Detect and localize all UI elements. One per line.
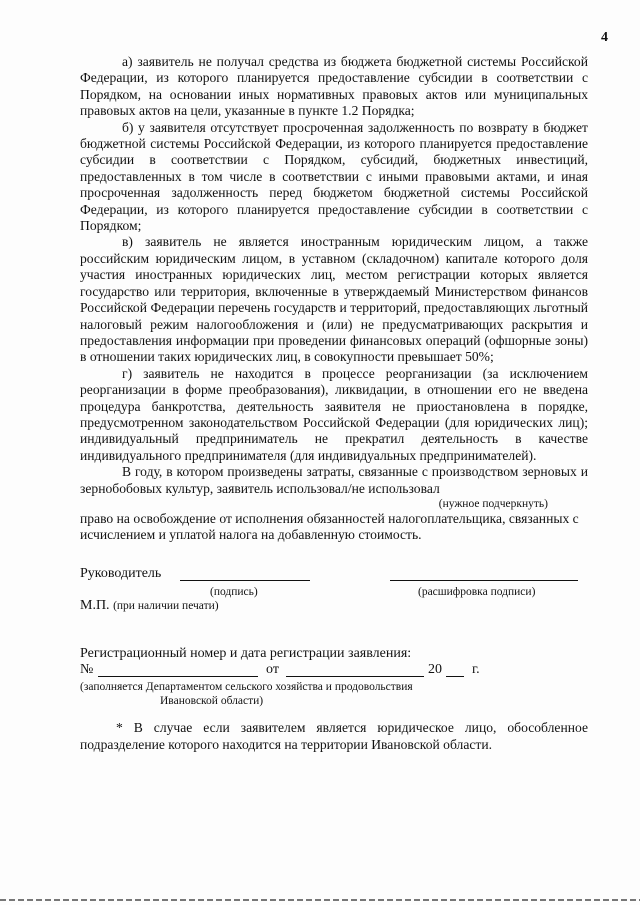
clause-b: б) у заявителя отсутствует просроченная задолженность по возврату в бюджет бюджетной системы Российской Федерации, из которого планируется предоставление субсидии в соответствии с Порядком, субсидий, бюджетных инвестиций, предоставленных в том числе в соответствии с иными правовыми актами, и иная просроченная задолженность перед бюджетом бюджетной системы Российской Федерации, из которого планируется предоставление субсидии в соответствии с Порядком; [80, 119, 588, 234]
document-body [80, 54, 588, 767]
number-sign: № [80, 662, 94, 678]
year-prefix: 20 [428, 662, 442, 678]
vat-exemption-text: право на освобождение от исполнения обязанностей налогоплательщика, связанных с исчислением и уплатой налога на добавленную стоимость. [80, 510, 579, 543]
signature-caption: (подпись) [210, 585, 258, 598]
registration-note [80, 680, 588, 708]
registration-title: Регистрационный номер и дата регистрации заявления: [80, 645, 412, 661]
registration-year-field[interactable] [446, 676, 464, 677]
clause-g: г) заявитель не находится в процессе реорганизации (за исключением реорганизации в форме преобразования), ликвидации, в отношении его не введена процедура банкротства, деятельность заявителя не приостановлена в порядке, предусмотренном законодательством Российской Федерации (для юридических лиц); индивидуальный предприниматель не прекратил деятельность в качестве индивидуального предпринимателя (для индивидуальных предпринимателей). [80, 365, 588, 463]
signature-block [80, 566, 588, 638]
registration-date-field[interactable] [286, 676, 424, 677]
signature-line[interactable] [180, 580, 310, 581]
footnote: * В случае если заявителем является юридическое лицо, обособленное подразделение которого находится на территории Ивановской области. [80, 720, 588, 752]
page-number: 4 [601, 30, 608, 45]
stamp-note: (при наличии печати) [113, 599, 219, 612]
signature-decode-line[interactable] [390, 580, 578, 581]
registration-number-field[interactable] [98, 676, 258, 677]
registration-note-line2: Ивановской области) [160, 695, 264, 708]
stamp-label: М.П. [80, 597, 110, 613]
clause-a: а) заявитель не получал средства из бюджета бюджетной системы Российской Федерации, из которого планируется предоставление субсидии в соответствии с Порядком, на основании иных нормативных правовых актов или муниципальных правовых актов на цели, указанные в пункте 1.2 Порядка; [80, 54, 588, 119]
clause-v: в) заявитель не является иностранным юридическим лицом, а также российским юридическим лицом, в уставном (складочном) капитале которого доля участия иностранных юридических лиц, местом регистрации которых является государство или территория, включенные в утверждаемый Министерством финансов Российской Федерации перечень государств и территорий, предоставляющих льготный налоговый режим налогообложения и (или) не предусматривающих раскрытия и предоставления информации при проведении финансовых операций (офшорные зоны) в отношении таких юридических лиц, в совокупности превышает 50%; [80, 234, 588, 365]
head-label: Руководитель [80, 565, 162, 581]
year-suffix: г. [472, 662, 480, 678]
year-usage-paragraph: В году, в котором произведены затраты, связанные с производством зерновых и зернобобовых культур, заявитель использовал/не использовал [80, 464, 588, 496]
registration-row [80, 662, 588, 680]
signature-decode-caption: (расшифровка подписи) [418, 585, 536, 598]
from-label: от [266, 662, 279, 678]
underline-note: (нужное подчеркнуть) [438, 497, 548, 510]
stamp-place [80, 598, 219, 614]
registration-note-line1: (заполняется Департаментом сельского хозяйства и продовольствия [80, 681, 413, 694]
scan-edge-divider [0, 899, 640, 901]
